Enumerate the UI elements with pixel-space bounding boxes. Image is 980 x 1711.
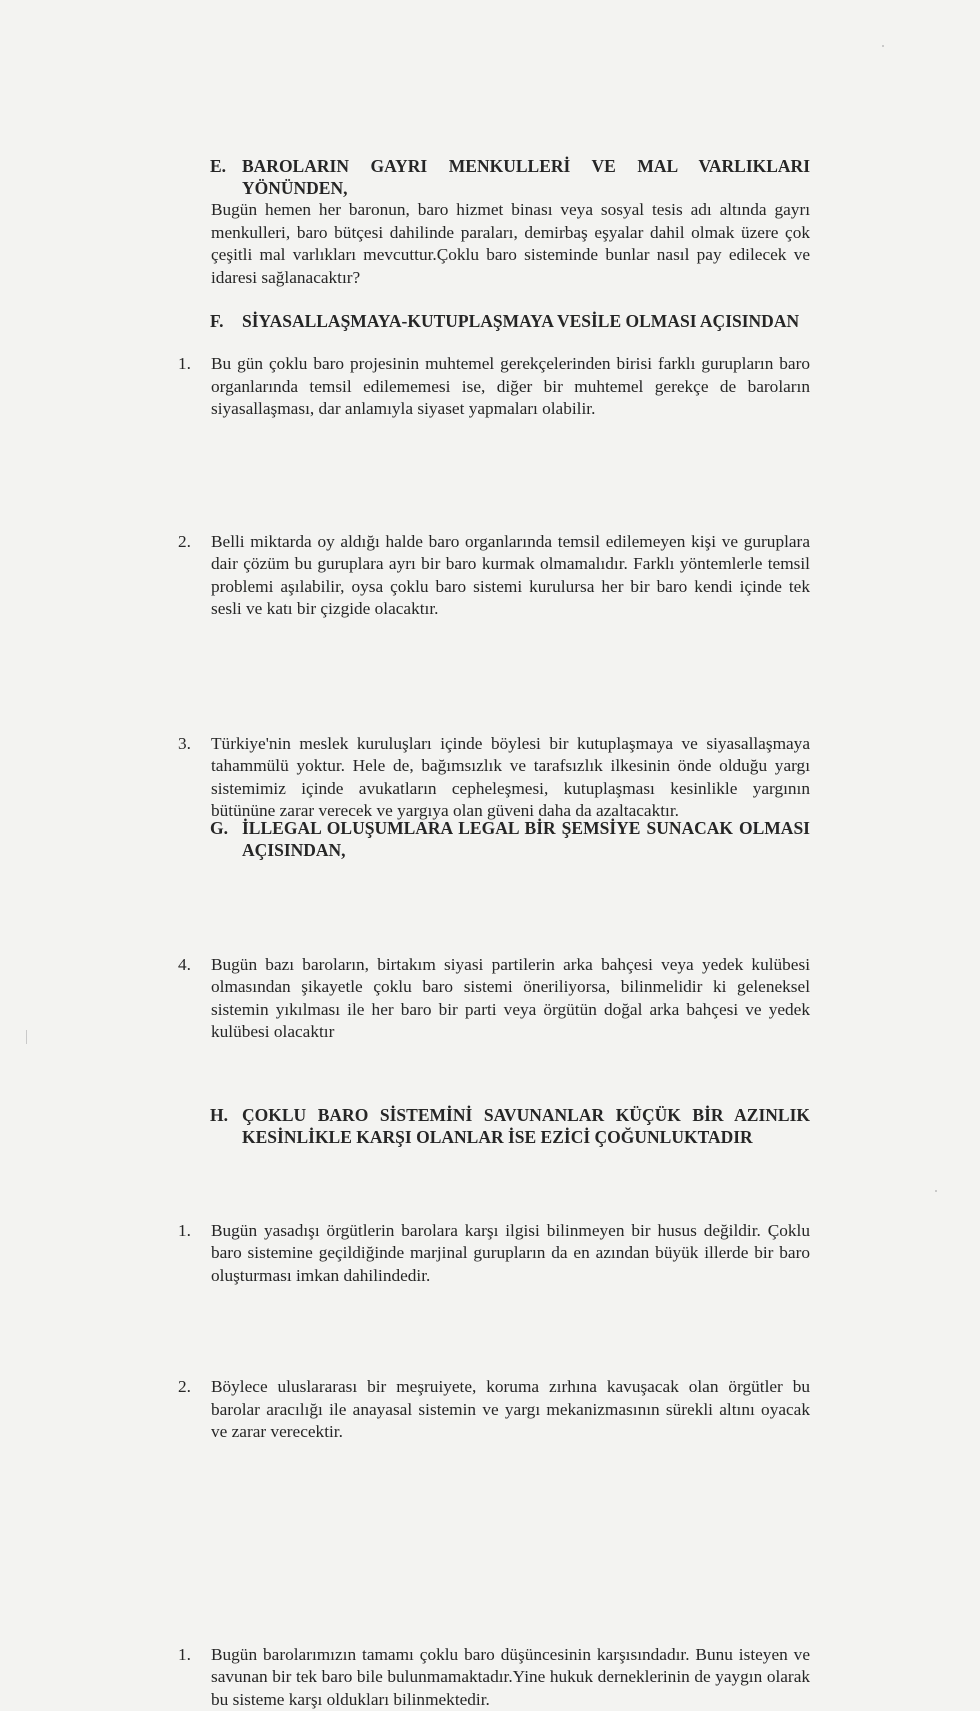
section-e-heading (210, 155, 810, 199)
scan-artifact (882, 45, 884, 47)
section-h-title: ÇOKLU BARO SİSTEMİNİ SAVUNANLAR KÜÇÜK BİR AZINLIK KESİNLİKLE KARŞI OLANLAR İSE EZİCİ ÇOĞUNLUKTADIR (210, 1104, 810, 1148)
section-g (0, 817, 980, 861)
section-f-letter: F. (210, 310, 223, 332)
item-text: Bugün bazı baroların, birtakım siyasi partilerin arka bahçesi veya yedek kulübesi olmasından şikayetle çoklu baro sistemi öneriliyorsa, bilinmelidir ki geleneksel sistemin yıkılması ile her baro bir parti veya örgütün doğal arka bahçesi ve yedek kulübesi olacaktır (211, 954, 810, 1044)
item-number: 1. (178, 353, 191, 376)
list-item (0, 531, 980, 621)
section-e-paragraph: Bugün hemen her baronun, baro hizmet binası veya sosyal tesis adı altında gayrı menkulleri, baro bütçesi dahilinde paraları, demirbaş eşyalar dahil olmak üzere çok çeşitli mal varlıkları mevcuttur.Çoklu baro sisteminde bunlar nasıl pay edilecek ve idaresi sağlanacaktır? (211, 199, 810, 289)
item-number: 2. (178, 1376, 191, 1399)
section-g-letter: G. (210, 817, 228, 839)
item-number: 1. (178, 1644, 191, 1667)
item-text: Belli miktarda oy aldığı halde baro organlarında temsil edilemeyen kişi ve guruplara dair çözüm bu guruplara ayrı bir baro kurmak olmamalıdır. Farklı yöntemlerle temsil problemi aşılabilir, oysa çoklu baro sistemi kurulursa her bir baro kendi içinde tek sesli ve katı bir çizgide olacaktır. (211, 531, 810, 621)
list-item (0, 1220, 980, 1288)
section-f-heading (210, 310, 810, 332)
item-text: Türkiye'nin meslek kuruluşları içinde böylesi bir kutuplaşmaya ve siyasallaşmaya tahammülü yoktur. Hele de, bağımsızlık ve tarafsızlık ilkesinin önde olduğu yargı sistemimiz içinde avukatların cepheleşmesi, kutuplaşması kesinlikle yargının bütününe zarar verecek ve yargıya olan güveni daha da azaltacaktır. (211, 733, 810, 823)
section-h-heading (210, 1104, 810, 1148)
item-text: Böylece uluslararası bir meşruiyete, koruma zırhına kavuşacak olan örgütler bu barolar aracılığı ile anayasal sistemin ve yargı mekanizmasının sürekli altını oyacak ve zarar verecektir. (211, 1376, 810, 1444)
item-text: Bugün yasadışı örgütlerin barolara karşı ilgisi bilinmeyen bir husus değildir. Çoklu baro sistemine geçildiğinde marjinal gurupların da en azından büyük illerde bir baro oluşturması imkan dahilindedir. (211, 1220, 810, 1288)
item-text: Bu gün çoklu baro projesinin muhtemel gerekçelerinden birisi farklı gurupların baro organlarında temsil edilememesi ise, diğer bir muhtemel gerekçe de baroların siyasallaşması, dar anlamıyla siyaset yapmaları olabilir. (211, 353, 810, 421)
list-item (0, 353, 980, 421)
item-text: Bugün barolarımızın tamamı çoklu baro düşüncesinin karşısındadır. Bunu isteyen ve savunan bir tek baro bile bulunmamaktadır.Yine hukuk derneklerinin de yaygın olarak bu sisteme karşı oldukları bilinmektedir. (211, 1644, 810, 1711)
item-number: 2. (178, 531, 191, 554)
section-e-title: BAROLARIN GAYRI MENKULLERİ VE MAL VARLIKLARI YÖNÜNDEN, (210, 155, 810, 199)
item-number: 1. (178, 1220, 191, 1243)
section-e-letter: E. (210, 155, 226, 177)
item-number: 3. (178, 733, 191, 756)
list-item (0, 1376, 980, 1444)
list-item (0, 954, 980, 1044)
list-item (0, 733, 980, 823)
section-h (0, 1104, 980, 1148)
section-h-letter: H. (210, 1104, 228, 1126)
section-g-title: İLLEGAL OLUŞUMLARA LEGAL BİR ŞEMSİYE SUNACAK OLMASI AÇISINDAN, (210, 817, 810, 861)
item-number: 4. (178, 954, 191, 977)
scan-artifact (26, 1030, 27, 1044)
section-g-heading (210, 817, 810, 861)
section-e (0, 155, 980, 289)
section-f (0, 310, 980, 332)
section-f-title: SİYASALLAŞMAYA-KUTUPLAŞMAYA VESİLE OLMASI AÇISINDAN (210, 310, 810, 332)
scan-artifact (935, 1190, 937, 1192)
list-item (0, 1644, 980, 1711)
